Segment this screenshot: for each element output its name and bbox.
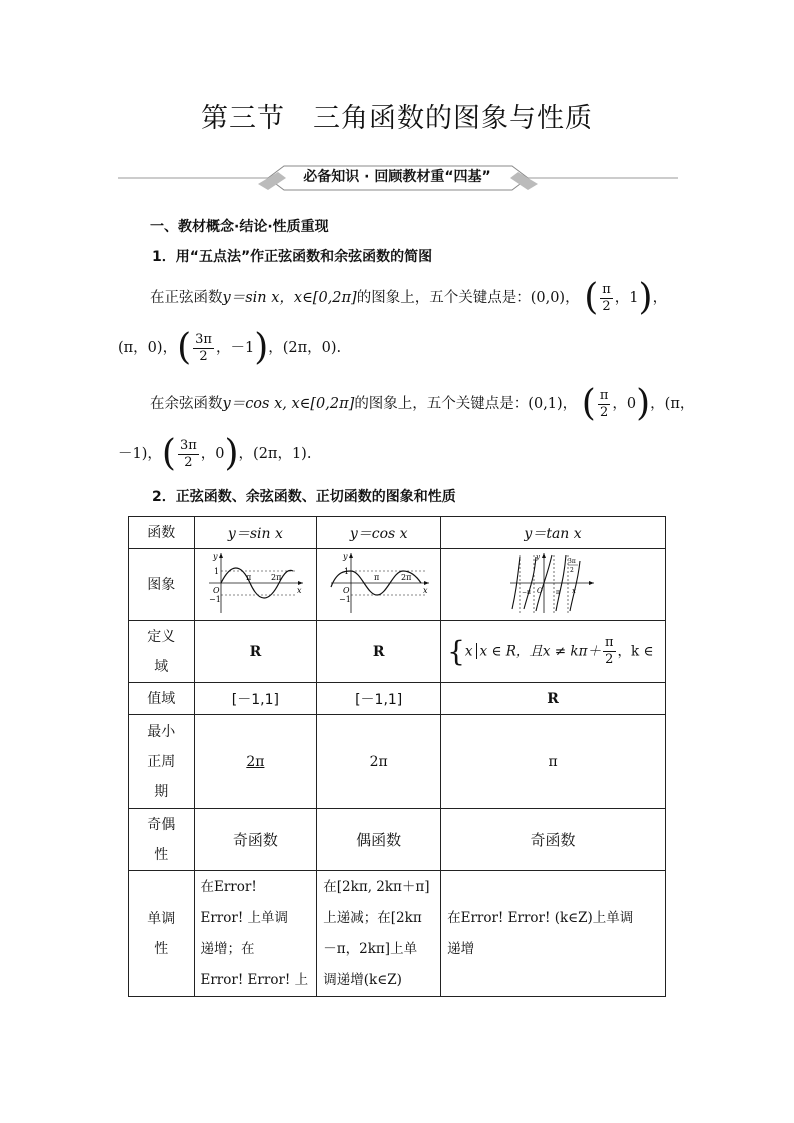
banner-text: 必备知识 · 回顾教材重“四基”: [303, 169, 491, 185]
svg-text:2π: 2π: [400, 572, 412, 582]
tan-parity: 奇函数: [441, 809, 666, 871]
item-1-heading: 1．用“五点法”作正弦函数和余弦函数的简图: [152, 249, 433, 265]
cos-monotonicity: 在[2kπ, 2kπ＋π] 上递减；在[2kπ －π，2kπ]上单 调递增(k∈Z): [317, 871, 441, 997]
sin-period: 2π: [194, 715, 317, 809]
svg-text:π: π: [373, 572, 379, 582]
label-graph: 图象: [129, 549, 195, 621]
cos-graph: [327, 551, 431, 615]
sin-paragraph-line2: (π，0)，( $\frac{3\pi}{2}$ ，－1)，(2π，0).: [118, 327, 342, 368]
header-tan: y＝tan x: [441, 517, 666, 549]
sin-range: [－1,1]: [194, 683, 317, 715]
cos-parity: 偶函数: [317, 809, 441, 871]
svg-text:2: 2: [570, 566, 574, 574]
cos-paragraph-line2: －1)，( $\frac{3\pi}{2}$ ，0)，(2π，1).: [118, 433, 312, 474]
tan-period: π: [441, 715, 666, 809]
header-sin: y＝sin x: [194, 517, 317, 549]
cos-graph-cell: [317, 549, 441, 621]
table-header-row: [129, 517, 666, 549]
tan-range: R: [441, 683, 666, 715]
label-period: 最小 正周 期: [129, 715, 195, 809]
tan-graph-cell: [441, 549, 666, 621]
cos-paragraph-line1: 在余弦函数y＝cos x, x∈[0,2π]的图象上，五个关键点是：(0,1)， ( $\frac{\pi}{2}$ ，0)，(π，: [150, 383, 695, 424]
svg-text:x: x: [572, 586, 576, 595]
sin-paragraph-line1: 在正弦函数y＝sin x，x∈[0,2π]的图象上，五个关键点是：(0,0)， ( $\frac{\pi}{2}$ ，1)，: [150, 277, 668, 318]
table-row-graph: [129, 549, 666, 621]
svg-text:x: x: [422, 585, 428, 595]
svg-text:1: 1: [343, 566, 349, 576]
svg-text:3π: 3π: [568, 557, 576, 565]
svg-text:O: O: [537, 586, 543, 595]
svg-text:y: y: [342, 551, 348, 561]
svg-text:−1: −1: [338, 594, 351, 604]
svg-text:1: 1: [214, 566, 220, 576]
sin-monotonicity: 在Error! Error! 上单调 递增；在 Error! Error! 上: [194, 871, 317, 997]
svg-text:−π: −π: [522, 588, 532, 596]
svg-text:x: x: [297, 585, 302, 595]
svg-text:2π: 2π: [271, 572, 282, 582]
svg-text:O: O: [342, 585, 350, 595]
header-function: 函数: [129, 517, 195, 549]
item-2-heading: 2．正弦函数、余弦函数、正切函数的图象和性质: [152, 489, 456, 505]
svg-text:π: π: [556, 588, 560, 596]
table-row-range: [129, 683, 666, 715]
label-domain: 定义 域: [129, 621, 195, 683]
table-row-monotonicity: [129, 871, 666, 997]
svg-text:π: π: [246, 572, 252, 582]
label-range: 值域: [129, 683, 195, 715]
tan-domain: {x x ∈ R，且x ≠ kπ＋ $\frac{\pi}{2}$ ，k ∈: [441, 621, 666, 683]
svg-text:y: y: [213, 551, 218, 561]
tan-graph: [508, 551, 598, 615]
sin-graph-cell: [194, 549, 317, 621]
cos-range: [－1,1]: [317, 683, 441, 715]
svg-text:O: O: [213, 585, 220, 595]
svg-text:−1: −1: [209, 594, 222, 604]
section-heading: 一、教材概念·结论·性质重现: [150, 219, 329, 235]
label-monotonicity: 单调 性: [129, 871, 195, 997]
cos-domain: R: [317, 621, 441, 683]
tan-monotonicity: 在Error! Error! (k∈Z)上单调 递增: [441, 871, 666, 997]
table-row-period: [129, 715, 666, 809]
sin-domain: R: [194, 621, 317, 683]
table-row-domain: [129, 621, 666, 683]
table-row-parity: [129, 809, 666, 871]
header-cos: y＝cos x: [317, 517, 441, 549]
sin-graph: [205, 551, 305, 615]
sin-parity: 奇函数: [194, 809, 317, 871]
svg-text:y: y: [536, 552, 541, 561]
page-title: 第三节 三角函数的图象与性质: [201, 103, 593, 134]
label-parity: 奇偶 性: [129, 809, 195, 871]
cos-period: 2π: [317, 715, 441, 809]
properties-table: [128, 516, 666, 997]
